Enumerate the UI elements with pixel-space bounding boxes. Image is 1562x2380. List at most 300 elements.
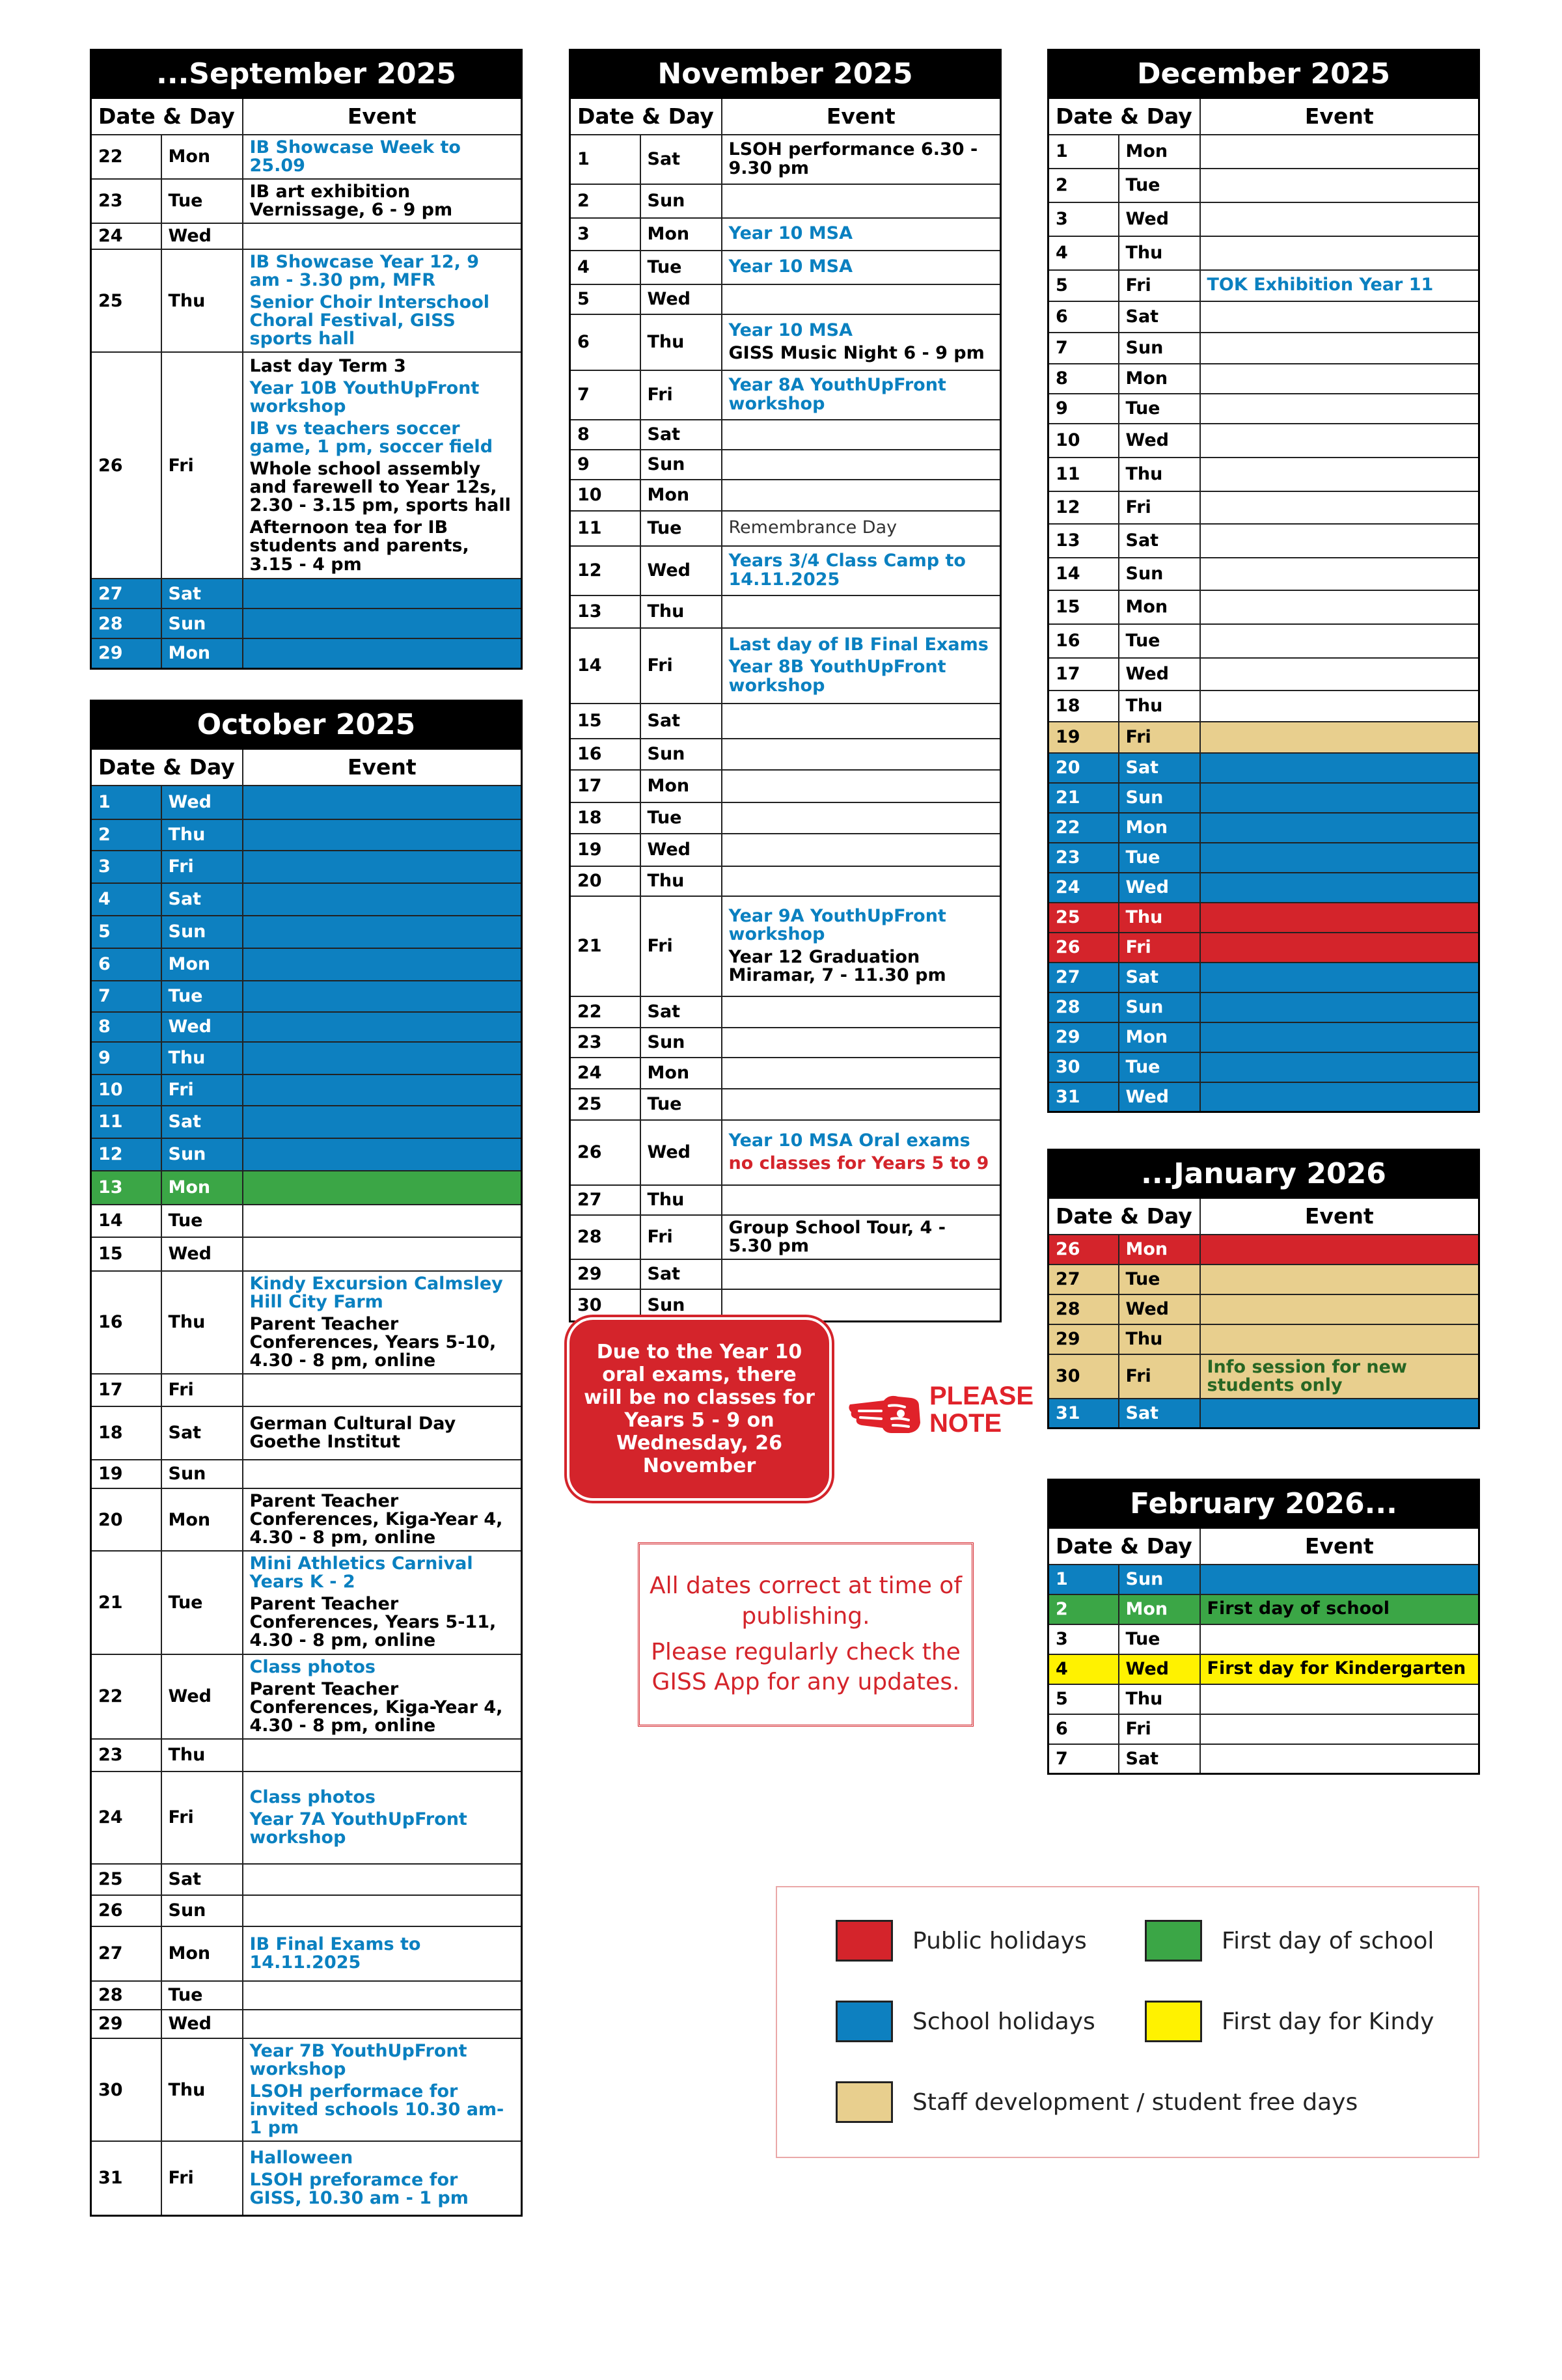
day-cell: Thu	[640, 1185, 722, 1215]
date-cell: 15	[91, 1237, 161, 1271]
event-cell	[722, 1185, 1001, 1215]
event-cell	[243, 1895, 522, 1926]
date-day-header: Date & Day	[91, 98, 243, 135]
event-text: Afternoon tea for IB students and parents, 3.15 - 4 pm	[249, 517, 469, 575]
legend-label: Public holidays	[912, 1927, 1087, 1954]
day-cell: Tue	[161, 981, 243, 1012]
day-cell: Sun	[640, 739, 722, 770]
legend-item-public-holidays	[836, 1920, 1087, 1962]
event-text: Year 12 Graduation Miramar, 7 - 11.30 pm	[728, 946, 946, 985]
calendar-row	[91, 1106, 522, 1138]
date-cell: 23	[91, 1739, 161, 1771]
date-cell: 8	[91, 1012, 161, 1042]
calendar-row	[570, 251, 1001, 284]
calendar-row	[91, 1074, 522, 1106]
event-text: LSOH preforamce for GISS, 10.30 am - 1 pm	[249, 2169, 469, 2208]
date-cell: 22	[570, 996, 640, 1028]
event-cell	[243, 1012, 522, 1042]
event-text: Year 10 MSA	[728, 223, 853, 244]
calendar-row	[91, 1171, 522, 1205]
day-cell: Sat	[161, 579, 243, 609]
event-text: Year 10 MSA	[728, 320, 853, 341]
event-cell	[1200, 491, 1479, 524]
date-cell: 10	[570, 480, 640, 511]
event-cell	[1200, 963, 1479, 992]
event-cell	[243, 1771, 522, 1864]
calendar-row	[1048, 783, 1479, 813]
day-cell: Sun	[1119, 783, 1200, 813]
event-cell	[243, 1981, 522, 2010]
date-cell: 7	[1048, 1744, 1119, 1774]
date-cell: 24	[91, 1771, 161, 1864]
day-cell: Fri	[161, 2141, 243, 2215]
calendar-row	[570, 628, 1001, 704]
calendar-row	[1048, 236, 1479, 270]
event-cell	[243, 1864, 522, 1895]
event-cell	[1200, 624, 1479, 658]
calendar-february-2026	[1047, 1479, 1480, 1775]
event-text: IB Final Exams to 14.11.2025	[249, 1934, 421, 1973]
calendar-row	[1048, 1265, 1479, 1294]
event-text: Parent Teacher Conferences, Years 5-11, 4.30 - 8 pm, online	[249, 1594, 497, 1651]
day-cell: Tue	[161, 1981, 243, 2010]
date-cell: 21	[91, 1551, 161, 1654]
event-cell	[722, 1089, 1001, 1120]
date-cell: 5	[1048, 270, 1119, 301]
date-cell: 6	[1048, 1714, 1119, 1744]
event-cell	[1200, 202, 1479, 236]
event-cell	[1200, 364, 1479, 394]
calendar-row	[570, 314, 1001, 370]
date-cell: 20	[91, 1488, 161, 1551]
event-cell	[1200, 169, 1479, 202]
calendar-row	[1048, 558, 1479, 590]
event-cell	[722, 480, 1001, 511]
event-text: Year 9A YouthUpFront workshop	[728, 906, 946, 945]
date-cell: 11	[91, 1106, 161, 1138]
day-cell: Sat	[640, 996, 722, 1028]
calendar-row	[1048, 1082, 1479, 1112]
calendar-row	[91, 579, 522, 609]
event-cell	[243, 2038, 522, 2141]
calendar-november-2025	[569, 49, 1002, 1322]
calendar-row	[570, 595, 1001, 628]
event-header: Event	[1200, 1528, 1479, 1565]
day-cell: Tue	[640, 1089, 722, 1120]
date-day-header: Date & Day	[1048, 1198, 1200, 1235]
calendar-row	[570, 770, 1001, 802]
event-cell	[1200, 524, 1479, 558]
date-cell: 5	[91, 916, 161, 948]
day-cell: Mon	[1119, 1594, 1200, 1624]
event-text: TOK Exhibition Year 11	[1207, 275, 1434, 295]
date-cell: 27	[91, 1926, 161, 1981]
date-cell: 16	[1048, 624, 1119, 658]
calendar-row	[91, 1981, 522, 2010]
calendar-row	[1048, 1624, 1479, 1654]
date-cell: 2	[91, 819, 161, 851]
event-cell	[722, 595, 1001, 628]
event-cell	[722, 1058, 1001, 1089]
event-text: Year 8B YouthUpFront workshop	[728, 657, 946, 696]
calendar-row	[1048, 1714, 1479, 1744]
date-cell: 1	[91, 786, 161, 819]
calendar-row	[1048, 169, 1479, 202]
day-cell: Sun	[1119, 992, 1200, 1022]
day-cell: Wed	[1119, 1294, 1200, 1324]
dates-disclaimer	[638, 1542, 974, 1727]
calendar-row	[570, 739, 1001, 770]
month-title: ...September 2025	[91, 50, 522, 98]
legend-swatch	[836, 2081, 893, 2123]
event-cell	[1200, 558, 1479, 590]
calendar-row	[91, 1864, 522, 1895]
day-cell: Sat	[1119, 1744, 1200, 1774]
event-cell	[722, 628, 1001, 704]
calendar-row	[91, 2010, 522, 2038]
event-cell	[1200, 458, 1479, 491]
calendar-row	[1048, 1684, 1479, 1714]
event-cell	[243, 352, 522, 579]
event-text: Group School Tour, 4 - 5.30 pm	[728, 1217, 946, 1256]
event-header: Event	[243, 749, 522, 786]
event-text: Year 10 MSA	[728, 256, 853, 277]
event-text: IB Showcase Week to 25.09	[249, 137, 461, 176]
date-cell: 4	[1048, 1654, 1119, 1684]
event-header: Event	[1200, 98, 1479, 135]
event-cell	[722, 218, 1001, 251]
calendar-row	[1048, 333, 1479, 364]
date-cell: 2	[1048, 169, 1119, 202]
day-cell: Sun	[1119, 1565, 1200, 1594]
calendar-row	[570, 1028, 1001, 1058]
day-cell: Sat	[1119, 753, 1200, 783]
event-cell	[1200, 1684, 1479, 1714]
event-cell	[722, 284, 1001, 314]
pointing-hand-icon	[846, 1382, 927, 1441]
day-cell: Wed	[1119, 1082, 1200, 1112]
event-cell	[1200, 813, 1479, 843]
date-day-header: Date & Day	[570, 98, 722, 135]
calendar-row	[1048, 753, 1479, 783]
legend-label: First day of school	[1222, 1927, 1434, 1954]
day-cell: Mon	[640, 1058, 722, 1089]
calendar-row	[570, 218, 1001, 251]
calendar-row	[570, 1058, 1001, 1089]
event-cell	[722, 866, 1001, 896]
day-cell: Wed	[1119, 873, 1200, 903]
calendar-row	[1048, 1324, 1479, 1354]
calendar-row	[1048, 1565, 1479, 1594]
day-cell: Fri	[640, 896, 722, 996]
date-cell: 6	[570, 314, 640, 370]
date-cell: 9	[570, 450, 640, 480]
event-text: Last day Term 3	[249, 355, 406, 376]
calendar-row	[570, 420, 1001, 450]
day-cell: Sun	[1119, 558, 1200, 590]
event-cell	[243, 2010, 522, 2038]
event-text: LSOH performance 6.30 - 9.30 pm	[728, 139, 978, 178]
date-cell: 6	[91, 948, 161, 981]
event-text: no classes for Years 5 to 9	[728, 1153, 989, 1173]
no-classes-notice	[567, 1317, 832, 1501]
calendar-row	[1048, 691, 1479, 722]
event-cell	[243, 1926, 522, 1981]
event-cell	[243, 1042, 522, 1074]
day-cell: Wed	[161, 1012, 243, 1042]
calendar-row	[91, 223, 522, 249]
day-cell: Thu	[640, 866, 722, 896]
day-cell: Wed	[640, 284, 722, 314]
calendar-row	[91, 883, 522, 916]
day-cell: Sun	[1119, 333, 1200, 364]
date-cell: 1	[570, 135, 640, 184]
event-header: Event	[722, 98, 1001, 135]
event-cell	[243, 1237, 522, 1271]
event-cell	[1200, 843, 1479, 873]
date-cell: 26	[91, 352, 161, 579]
legend-item-staff-development	[836, 2081, 1358, 2123]
month-title: October 2025	[91, 701, 522, 749]
calendar-row	[1048, 1654, 1479, 1684]
date-cell: 3	[570, 218, 640, 251]
day-cell: Sun	[640, 184, 722, 218]
event-cell	[1200, 1565, 1479, 1594]
date-cell: 17	[570, 770, 640, 802]
calendar-row	[91, 1138, 522, 1171]
event-cell	[722, 184, 1001, 218]
event-cell	[1200, 1324, 1479, 1354]
day-cell: Mon	[161, 1171, 243, 1205]
event-cell	[243, 1654, 522, 1739]
date-cell: 30	[570, 1289, 640, 1322]
event-cell	[722, 802, 1001, 834]
event-cell	[243, 1406, 522, 1460]
calendar-row	[1048, 992, 1479, 1022]
calendar-row	[91, 1012, 522, 1042]
event-cell	[722, 511, 1001, 546]
date-cell: 18	[91, 1406, 161, 1460]
event-text: Last day of IB Final Exams	[728, 635, 989, 655]
date-cell: 29	[1048, 1324, 1119, 1354]
calendar-october-2025	[90, 700, 523, 2217]
day-cell: Fri	[1119, 933, 1200, 963]
day-cell: Tue	[161, 1205, 243, 1237]
event-header: Event	[1200, 1198, 1479, 1235]
event-cell	[1200, 333, 1479, 364]
day-cell: Sat	[1119, 963, 1200, 992]
day-cell: Wed	[1119, 1654, 1200, 1684]
day-cell: Sun	[161, 916, 243, 948]
date-cell: 25	[91, 249, 161, 352]
event-text: Info session for new students only	[1207, 1356, 1407, 1395]
date-cell: 4	[91, 883, 161, 916]
day-cell: Tue	[640, 251, 722, 284]
event-cell	[1200, 1022, 1479, 1052]
legend-swatch	[836, 2001, 893, 2042]
day-cell: Wed	[1119, 202, 1200, 236]
day-cell: Tue	[161, 1551, 243, 1654]
month-title: ...January 2026	[1048, 1150, 1479, 1198]
month-title: November 2025	[570, 50, 1001, 98]
event-cell	[243, 1488, 522, 1551]
day-cell: Thu	[161, 249, 243, 352]
month-title: December 2025	[1048, 50, 1479, 98]
day-cell: Tue	[161, 179, 243, 223]
calendar-row	[570, 480, 1001, 511]
event-text: Parent Teacher Conferences, Kiga-Year 4, 4.30 - 8 pm, online	[249, 1490, 503, 1548]
calendar-row	[1048, 813, 1479, 843]
calendar-row	[1048, 1594, 1479, 1624]
day-cell: Thu	[161, 1739, 243, 1771]
event-cell	[1200, 992, 1479, 1022]
day-cell: Sat	[640, 420, 722, 450]
event-cell	[1200, 753, 1479, 783]
calendar-row	[570, 1089, 1001, 1120]
event-text: GISS Music Night 6 - 9 pm	[728, 342, 985, 363]
event-cell	[722, 370, 1001, 420]
day-cell: Tue	[1119, 1624, 1200, 1654]
event-text: Remembrance Day	[728, 517, 897, 538]
date-cell: 3	[1048, 1624, 1119, 1654]
day-cell: Mon	[1119, 813, 1200, 843]
calendar-row	[91, 851, 522, 883]
date-cell: 26	[1048, 1235, 1119, 1265]
day-cell: Thu	[1119, 236, 1200, 270]
day-cell: Fri	[640, 370, 722, 420]
event-text: Years 3/4 Class Camp to 14.11.2025	[728, 551, 966, 590]
event-cell	[1200, 590, 1479, 624]
date-cell: 28	[1048, 1294, 1119, 1324]
calendar-december-2025	[1047, 49, 1480, 1113]
please-note-text: PLEASE NOTE	[929, 1382, 1034, 1438]
day-cell: Thu	[161, 1042, 243, 1074]
day-cell: Mon	[1119, 1022, 1200, 1052]
event-cell	[722, 770, 1001, 802]
day-cell: Tue	[640, 511, 722, 546]
event-cell	[243, 1551, 522, 1654]
event-cell	[722, 1120, 1001, 1185]
event-cell	[722, 834, 1001, 866]
date-cell: 20	[1048, 753, 1119, 783]
calendar-row	[1048, 903, 1479, 933]
day-cell: Tue	[1119, 1052, 1200, 1082]
event-cell	[722, 450, 1001, 480]
date-cell: 12	[91, 1138, 161, 1171]
calendar-row	[91, 916, 522, 948]
day-cell: Thu	[640, 595, 722, 628]
event-cell	[1200, 1594, 1479, 1624]
date-cell: 28	[91, 609, 161, 638]
date-cell: 25	[570, 1089, 640, 1120]
calendar-row	[1048, 424, 1479, 458]
event-cell	[722, 546, 1001, 595]
calendar-row	[1048, 458, 1479, 491]
date-cell: 4	[1048, 236, 1119, 270]
date-cell: 15	[1048, 590, 1119, 624]
date-cell: 23	[1048, 843, 1119, 873]
day-cell: Tue	[1119, 394, 1200, 424]
day-cell: Thu	[1119, 1324, 1200, 1354]
event-cell	[1200, 424, 1479, 458]
day-cell: Tue	[1119, 624, 1200, 658]
event-cell	[243, 1171, 522, 1205]
calendar-row	[91, 1739, 522, 1771]
event-cell	[243, 1074, 522, 1106]
calendar-row	[91, 352, 522, 579]
date-cell: 27	[1048, 963, 1119, 992]
calendar-row	[91, 819, 522, 851]
event-text: IB Showcase Year 12, 9 am - 3.30 pm, MFR	[249, 251, 480, 290]
day-cell: Sun	[640, 1289, 722, 1322]
day-cell: Sun	[161, 1895, 243, 1926]
event-cell	[1200, 722, 1479, 753]
date-cell: 12	[570, 546, 640, 595]
calendar-row	[1048, 1399, 1479, 1429]
date-cell: 9	[1048, 394, 1119, 424]
day-cell: Sun	[161, 609, 243, 638]
calendar-row	[570, 1120, 1001, 1185]
event-header: Event	[243, 98, 522, 135]
date-cell: 9	[91, 1042, 161, 1074]
event-cell	[243, 579, 522, 609]
event-cell	[243, 2141, 522, 2215]
day-cell: Thu	[1119, 458, 1200, 491]
date-cell: 29	[91, 638, 161, 668]
event-cell	[243, 819, 522, 851]
day-cell: Fri	[1119, 1354, 1200, 1399]
event-cell	[243, 1739, 522, 1771]
event-text: Year 10 MSA Oral exams	[728, 1130, 970, 1151]
event-cell	[243, 1460, 522, 1488]
calendar-row	[1048, 873, 1479, 903]
calendar-row	[91, 638, 522, 668]
date-cell: 20	[570, 866, 640, 896]
day-cell: Sat	[640, 704, 722, 739]
notice-text: Due to the Year 10 oral exams, there will be no classes for Years 5 - 9 on Wednesday, 26 November	[584, 1341, 815, 1477]
event-text: Year 7B YouthUpFront workshop	[249, 2040, 467, 2079]
date-cell: 3	[1048, 202, 1119, 236]
date-cell: 7	[91, 981, 161, 1012]
event-text: Class photos	[249, 1786, 376, 1807]
calendar-row	[1048, 1022, 1479, 1052]
day-cell: Fri	[161, 1771, 243, 1864]
calendar-row	[570, 1185, 1001, 1215]
date-cell: 21	[570, 896, 640, 996]
event-cell	[1200, 1714, 1479, 1744]
date-cell: 17	[91, 1374, 161, 1406]
event-cell	[243, 948, 522, 981]
calendar-row	[1048, 1235, 1479, 1265]
day-cell: Tue	[640, 802, 722, 834]
event-cell	[722, 704, 1001, 739]
event-cell	[1200, 658, 1479, 691]
event-cell	[722, 896, 1001, 996]
event-cell	[1200, 135, 1479, 169]
day-cell: Thu	[1119, 903, 1200, 933]
date-cell: 16	[570, 739, 640, 770]
date-cell: 30	[1048, 1354, 1119, 1399]
event-cell	[722, 1259, 1001, 1289]
event-text: Halloween	[249, 2147, 353, 2168]
event-cell	[1200, 394, 1479, 424]
date-cell: 28	[91, 1981, 161, 2010]
calendar-row	[91, 2141, 522, 2215]
date-cell: 19	[1048, 722, 1119, 753]
day-cell: Fri	[1119, 722, 1200, 753]
day-cell: Sun	[640, 1028, 722, 1058]
calendar-row	[1048, 524, 1479, 558]
